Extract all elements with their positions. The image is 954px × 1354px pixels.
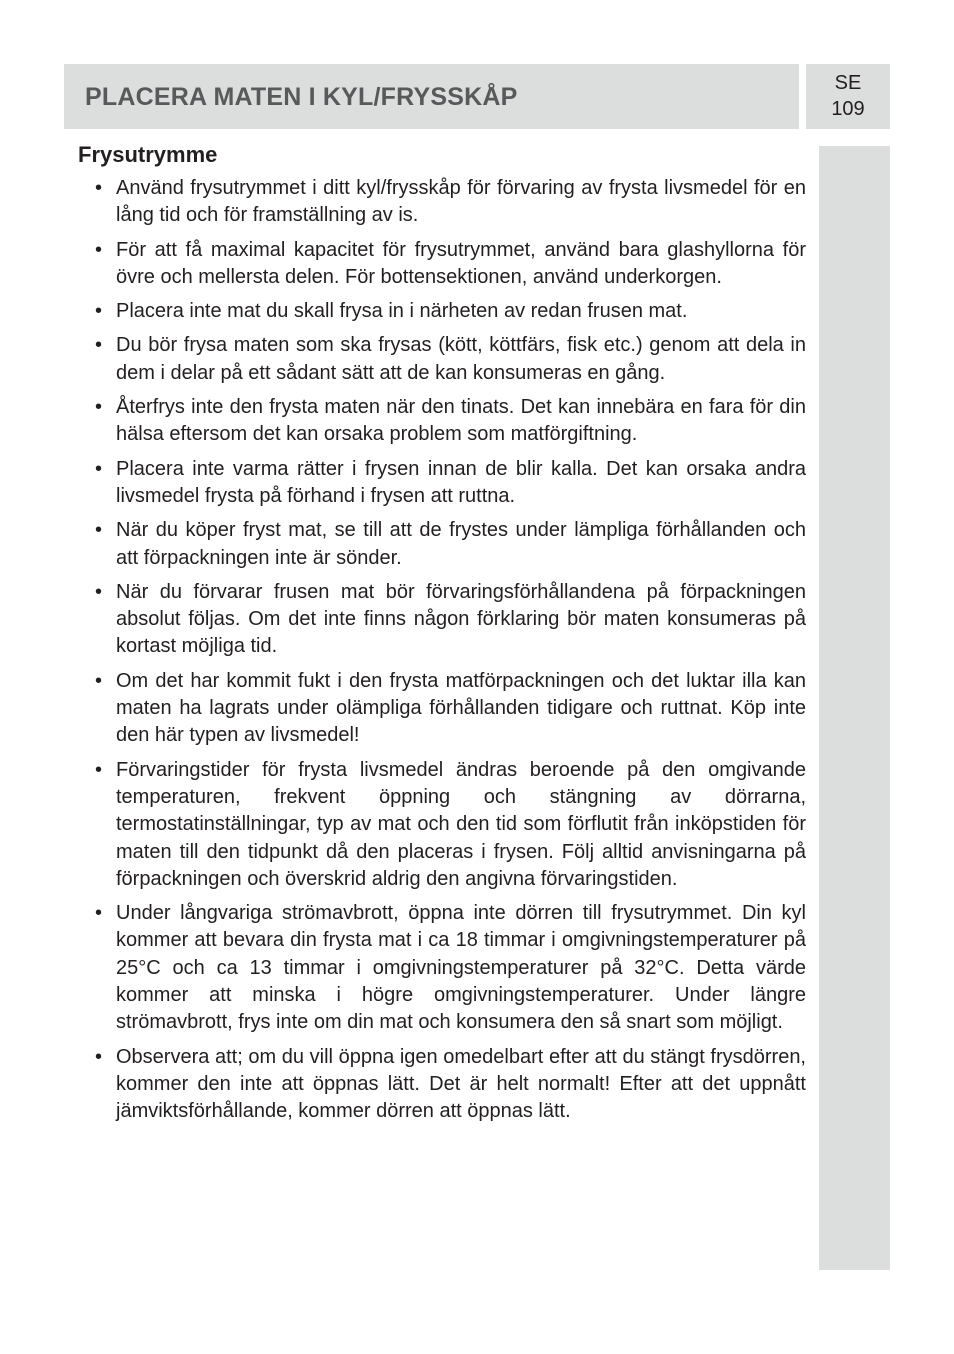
list-item <box>78 1044 806 1126</box>
list-item <box>78 456 806 511</box>
list-item-text: Om det har kommit fukt i den frysta matförpackningen och det luktar illa kan maten ha lagrats under olämpliga förhållanden tidigare och ruttnat. Köp inte den här typen av livsmedel! <box>116 669 806 747</box>
bullet-dot: • <box>95 902 103 925</box>
list-item <box>78 394 806 449</box>
list-item-text: Under långvariga strömavbrott, öppna inte dörren till frysutrymmet. Din kyl kommer att bevara din frysta mat i ca 18 timmar i omgivningstemperaturer på 25°C och ca 13 timmar i omgivningstemperaturer på 32°C. Detta värde kommer att minska i högre omgivningstemperaturer. Under längre strömavbrott, frys inte om din mat och konsumera den så snart som möjligt. <box>116 902 806 1034</box>
list-item <box>78 237 806 292</box>
section-heading: Frysutrymme <box>78 142 218 167</box>
list-item-text: Placera inte mat du skall frysa in i närheten av redan frusen mat. <box>116 300 688 323</box>
bullet-list <box>78 175 806 1126</box>
bullet-dot: • <box>95 396 103 419</box>
page-title: PLACERA MATEN I KYL/FRYSSKÅP <box>85 83 518 111</box>
bullet-dot: • <box>95 580 103 603</box>
bullet-dot: • <box>95 177 103 199</box>
list-item <box>78 757 806 893</box>
list-item <box>78 517 806 572</box>
bullet-dot: • <box>95 457 103 480</box>
bullet-dot: • <box>95 519 103 542</box>
list-item <box>78 298 806 325</box>
main-content <box>78 142 806 1133</box>
list-item-text: Återfrys inte den frysta maten när den tinats. Det kan innebära en fara för din hälsa eftersom det kan orsaka problem som matförgiftning. <box>116 396 806 446</box>
bullet-dot: • <box>95 238 103 261</box>
list-item <box>78 175 806 230</box>
header-bar <box>64 64 799 129</box>
side-strip <box>819 146 890 1270</box>
page-number-tab <box>806 64 890 129</box>
list-item-text: Observera att; om du vill öppna igen omedelbart efter att du stängt frysdörren, kommer den inte att öppnas lätt. Det är helt normalt! Efter att det uppnått jämviktsförhållande, kommer dörren att öppnas lätt. <box>116 1045 806 1123</box>
list-item-text: För att få maximal kapacitet för frysutrymmet, använd bara glashyllorna för övre och mellersta delen. För bottensektionen, använd underkorgen. <box>116 238 806 288</box>
list-item <box>78 900 806 1036</box>
bullet-dot: • <box>95 1045 103 1068</box>
list-item <box>78 668 806 750</box>
list-item <box>78 579 806 661</box>
list-item-text: Du bör frysa maten som ska frysas (kött, köttfärs, fisk etc.) genom att dela in dem i delar på ett sådant sätt att de kan konsumeras en gång. <box>116 334 806 384</box>
list-item-text: När du förvarar frusen mat bör förvaringsförhållandena på förpackningen absolut följas. Om det inte finns någon förklaring bör maten konsumeras på kortast möjliga tid. <box>116 580 806 658</box>
language-code: SE <box>834 72 862 94</box>
list-item-text: Placera inte varma rätter i frysen innan de blir kalla. Det kan orsaka andra livsmedel frysta på förhand i frysen att ruttna. <box>116 457 806 507</box>
bullet-dot: • <box>95 300 103 323</box>
list-item-text: När du köper fryst mat, se till att de frystes under lämpliga förhållanden och att förpackningen inte är sönder. <box>116 519 806 569</box>
list-item <box>78 332 806 387</box>
bullet-dot: • <box>95 669 103 692</box>
list-item-text: Använd frysutrymmet i ditt kyl/frysskåp för förvaring av frysta livsmedel för en lång tid och för framställning av is. <box>116 177 806 227</box>
bullet-dot: • <box>95 758 103 781</box>
bullet-dot: • <box>95 334 103 357</box>
page-number: 109 <box>831 98 865 120</box>
list-item-text: Förvaringstider för frysta livsmedel ändras beroende på den omgivande temperaturen, frekvent öppning och stängning av dörrarna, termostatinställningar, typ av mat och den tid som förflutit från inköpstiden för maten till den tidpunkt då den placeras i frysen. Följ alltid anvisningarna på förpackningen och överskrid aldrig den angivna förvaringstiden. <box>116 758 806 890</box>
